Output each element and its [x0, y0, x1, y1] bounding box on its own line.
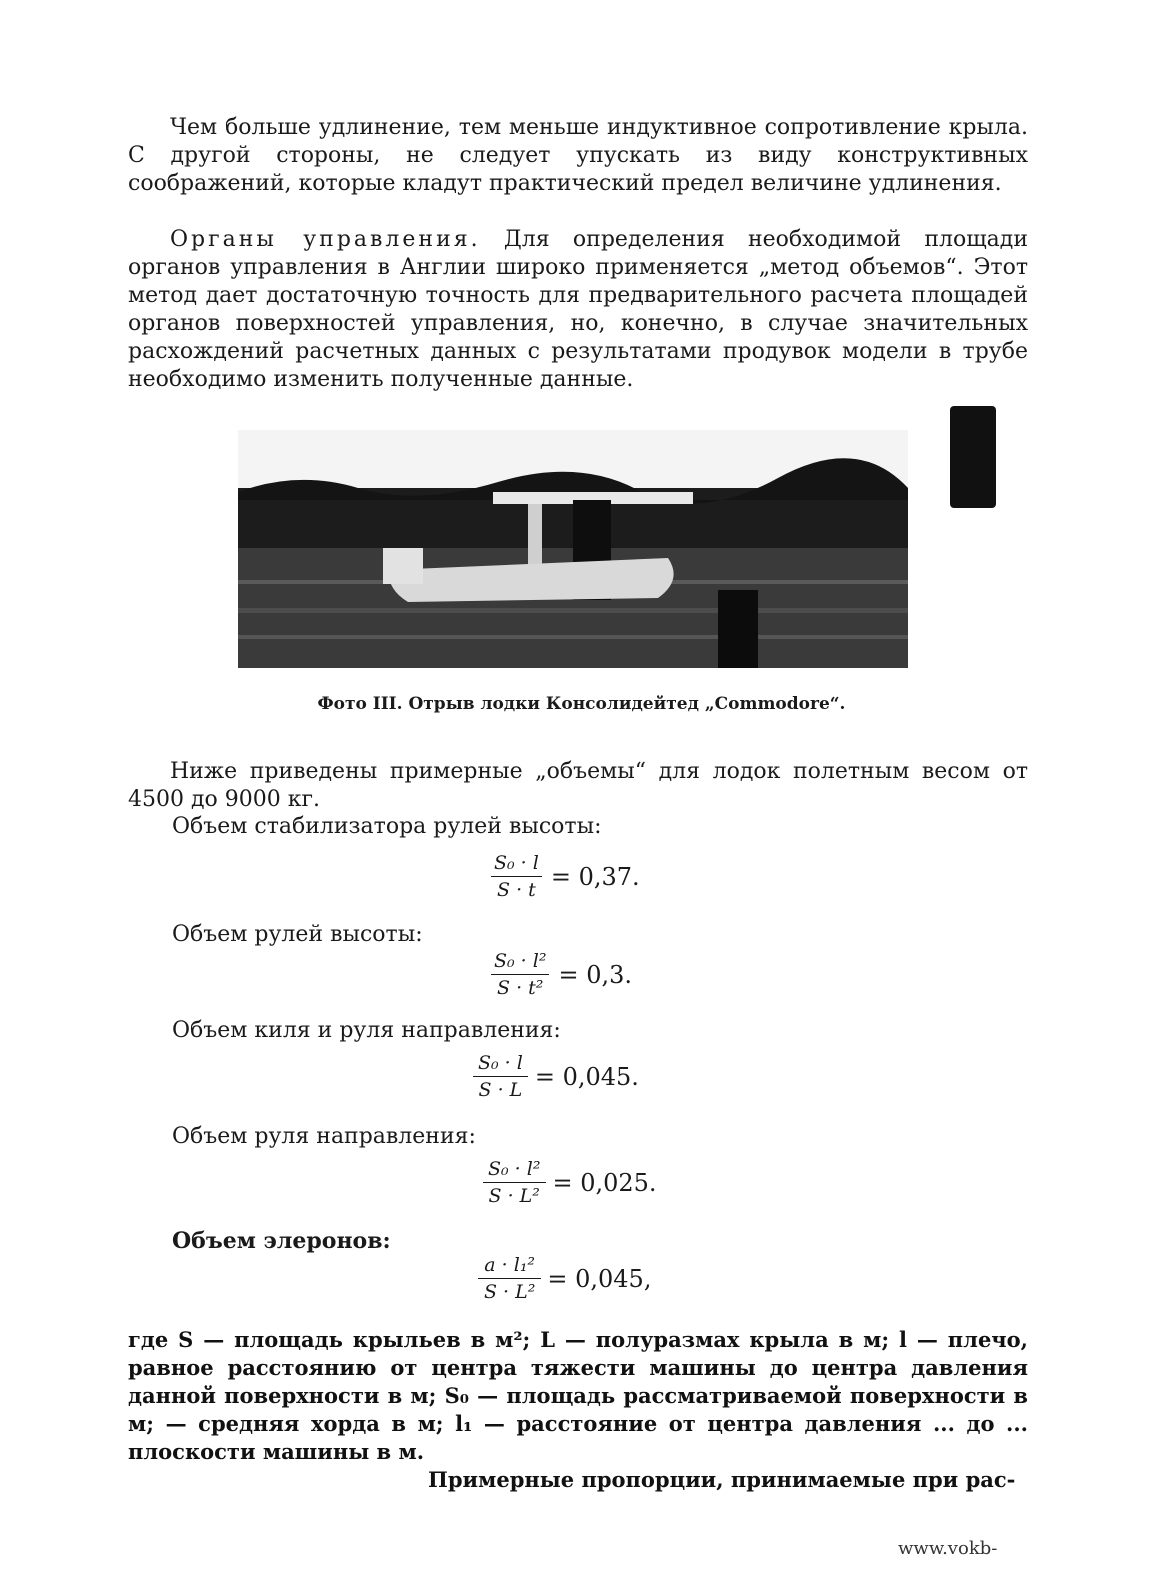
formula-label-fin-rudder: Объем киля и руля направления: [172, 1018, 561, 1043]
paragraph-aspect-ratio: Чем больше удлинение, тем меньше индуктивное сопротивление крыла. С другой стороны, не следует упускать из виду конструктивных соображений, которые кладут практический предел величине удлинения. [128, 115, 1028, 196]
formula-ailerons [478, 1254, 651, 1303]
denominator: S · L [473, 1076, 529, 1101]
numerator: S₀ · l [478, 1052, 523, 1074]
flying-boat-photo [238, 430, 908, 668]
formula-label-ailerons: Объем элеронов: [172, 1228, 391, 1254]
denominator: S · t [491, 876, 542, 901]
formula-label-rudder: Объем руля направления: [172, 1124, 476, 1149]
photo-caption: Фото III. Отрыв лодки Консолидейтед „Commodore“. [317, 694, 846, 714]
watermark: www.vokb- [898, 1538, 998, 1559]
paragraph-proportions: Примерные пропорции, принимаемые при рас- [428, 1467, 1016, 1492]
denominator: S · L² [483, 1182, 546, 1207]
paragraph-definitions: где S — площадь крыльев в м²; L — полуразмах крыла в м; l — плечо, равное расстоянию от центра тяжести машины до центра давления данной поверхности в м; S₀ — площадь рассматриваемой поверхности в м; — средняя хорда в м; l₁ — расстояние от центра давления ... до ... плоскости машины в м. [128, 1327, 1028, 1464]
paragraph-volumes: Ниже приведены примерные „объемы“ для лодок полетным весом от 4500 до 9000 кг. [128, 759, 1028, 812]
formula-label-elevator: Объем рулей высоты: [172, 922, 423, 947]
formula-value: = 0,045. [534, 1062, 639, 1091]
formula-stabilizer [488, 852, 640, 901]
formula-value: = 0,37. [550, 862, 640, 891]
denominator: S · L² [478, 1278, 541, 1303]
print-blot [950, 406, 996, 508]
paragraph-control-surfaces [128, 226, 1028, 394]
formula-label-stabilizer: Объем стабилизатора рулей высоты: [172, 814, 602, 839]
numerator: S₀ · l² [488, 1158, 541, 1180]
denominator: S · t² [491, 974, 549, 999]
formula-elevator [488, 950, 632, 999]
numerator: S₀ · l [494, 852, 539, 874]
formula-rudder [482, 1158, 657, 1207]
formula-value: = 0,045, [547, 1264, 652, 1293]
formula-fin-rudder [472, 1052, 639, 1101]
formula-value: = 0,025. [552, 1168, 657, 1197]
numerator: S₀ · l² [494, 950, 547, 972]
section-body: Для определения необходимой площади органов управления в Англии широко применяется „метод объемов“. Этот метод дает достаточную точность для предварительного расчета площадей органов поверхностей управления, но, конечно, в случае значительных расхождений расчетных данных с результатами продувок модели в трубе необходимо изменить полученные данные. [128, 227, 1028, 392]
formula-value: = 0,3. [558, 960, 632, 989]
section-lead: Органы управления. [170, 227, 481, 252]
numerator: a · l₁² [484, 1254, 536, 1276]
